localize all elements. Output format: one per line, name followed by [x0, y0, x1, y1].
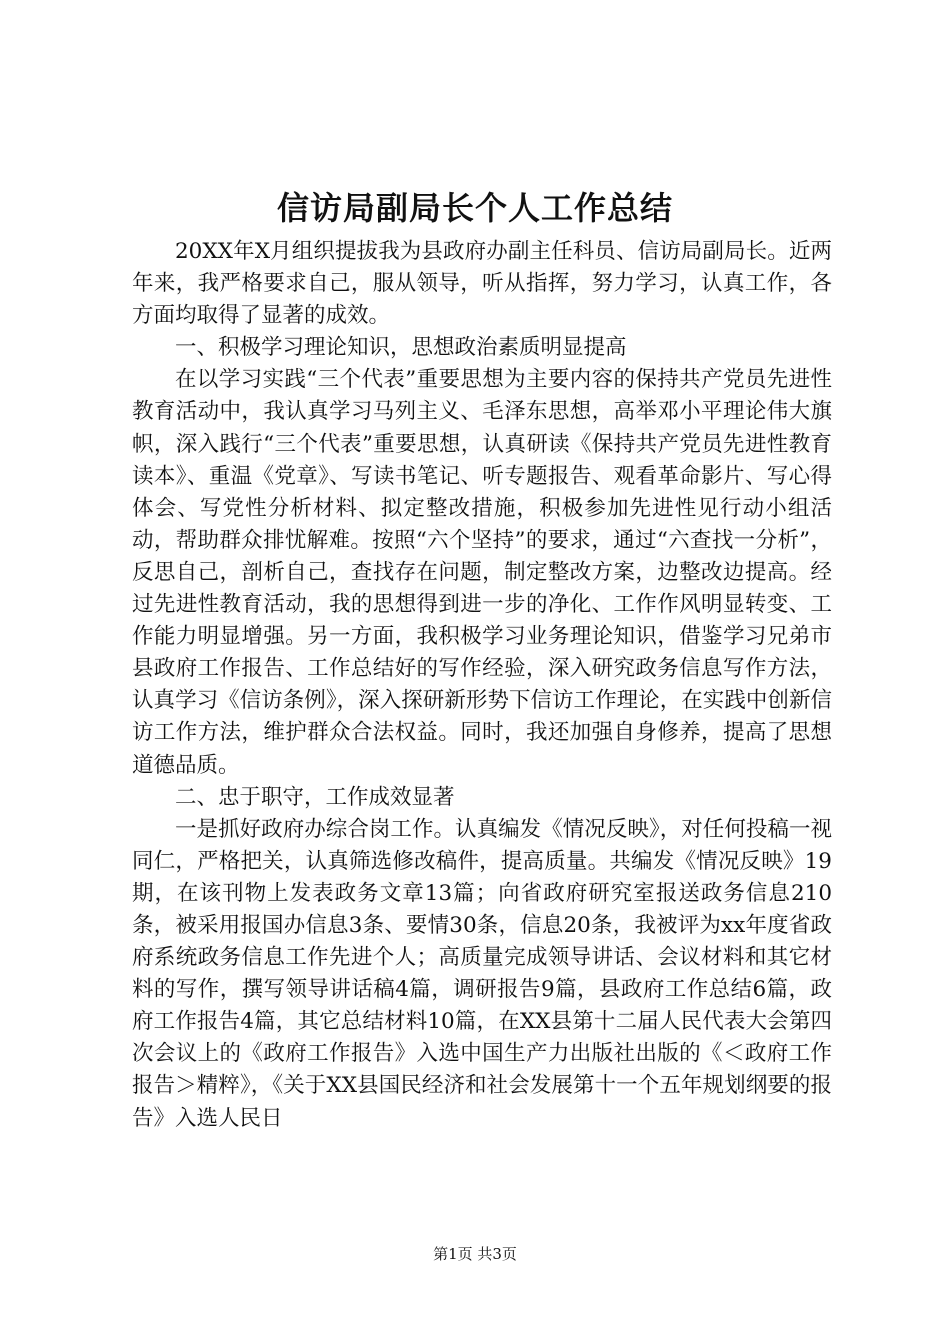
- body-paragraph: 一是抓好政府办综合岗工作。认真编发《情况反映》，对任何投稿一视同仁，严格把关，认真筛选修改稿件，提高质量。共编发《情况反映》19期，在该刊物上发表政务文章13篇；向省政府研究室报送政务信息210条，被采用报国办信息3条、要情30条，信息20条，我被评为xx年度省政府系统政务信息工作先进个人；高质量完成领导讲话、会议材料和其它材料的写作，撰写领导讲话稿4篇，调研报告9篇，县政府工作总结6篇，政府工作报告4篇，其它总结材料10篇，在XX县第十二届人民代表大会第四次会议上的《政府工作报告》入选中国生产力出版社出版的《＜政府工作报告＞精粹》，《关于XX县国民经济和社会发展第十一个五年规划纲要的报告》入选人民日: [132, 816, 832, 1131]
- section-heading-2: 二、忠于职守，工作成效显著: [175, 784, 455, 810]
- document-body: [132, 236, 832, 1135]
- section-heading-1: 一、积极学习理论知识，思想政治素质明显提高: [175, 335, 627, 361]
- intro-paragraph: 20XX年X月组织提拔我为县政府办副主任科员、信访局副局长。近两年来，我严格要求自己，服从领导，听从指挥，努力学习，认真工作，各方面均取得了显著的成效。: [132, 239, 832, 329]
- page-number-footer: 第1页 共3页: [433, 1245, 517, 1263]
- document-title: 信访局副局长个人工作总结: [276, 189, 673, 227]
- body-paragraph: 在以学习实践“三个代表”重要思想为主要内容的保持共产党员先进性教育活动中，我认真学习马列主义、毛泽东思想，高举邓小平理论伟大旗帜，深入践行“三个代表”重要思想，认真研读《保持共产党员先进性教育读本》、重温《党章》、写读书笔记、听专题报告、观看革命影片、写心得体会、写党性分析材料、拟定整改措施，积极参加先进性见行动小组活动，帮助群众排忧解难。按照“六个坚持”的要求，通过“六查找一分析”，反思自己，剖析自己，查找存在问题，制定整改方案，边整改边提高。经过先进性教育活动，我的思想得到进一步的净化、工作作风明显转变、工作能力明显增强。另一方面，我积极学习业务理论知识，借鉴学习兄弟市县政府工作报告、工作总结好的写作经验，深入研究政务信息写作方法，认真学习《信访条例》，深入探研新形势下信访工作理论，在实践中创新信访工作方法，维护群众合法权益。同时，我还加强自身修养，提高了思想道德品质。: [132, 367, 832, 778]
